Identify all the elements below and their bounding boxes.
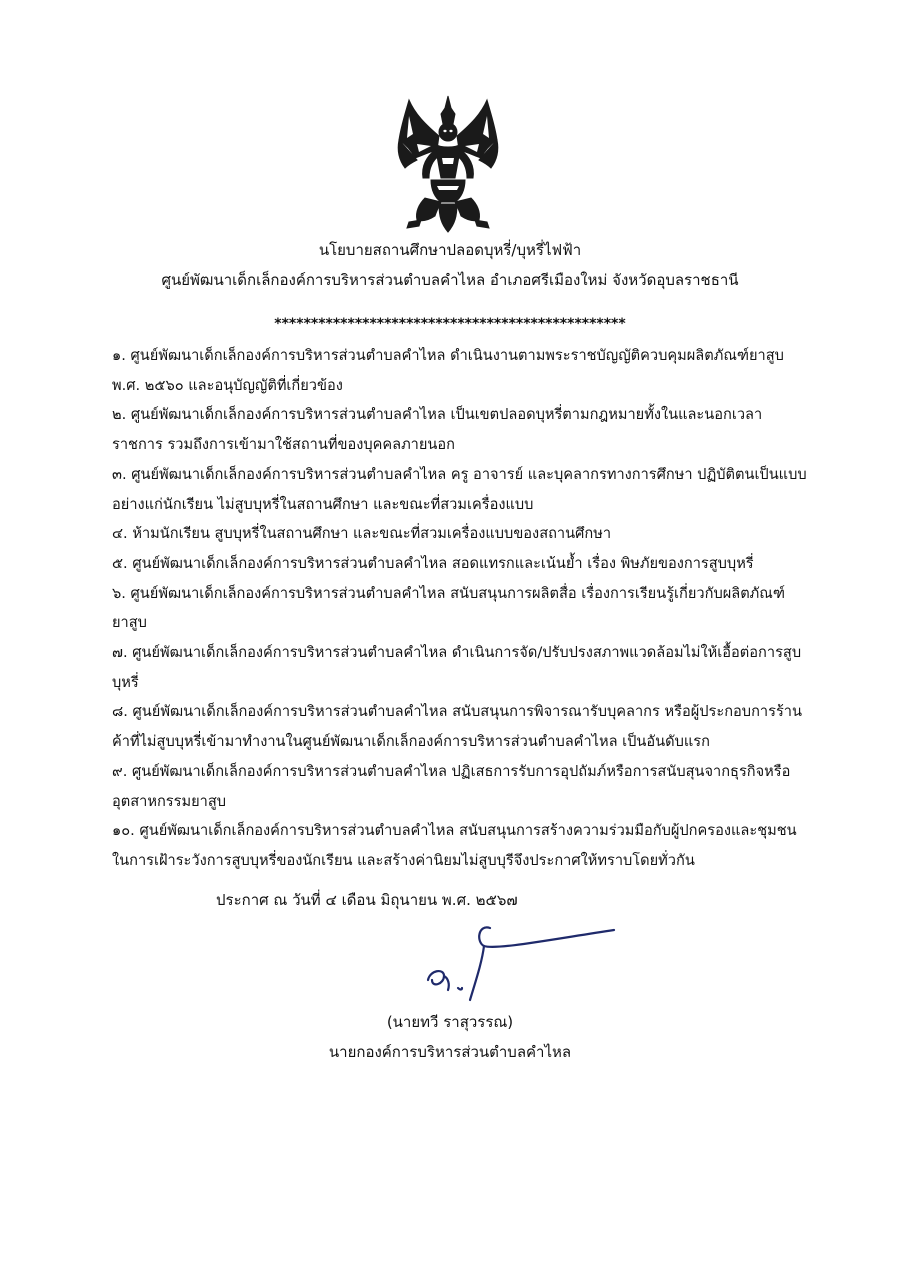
policy-item-4: ๔. ห้ามนักเรียน สูบบุหรี่ในสถานศึกษา และขณะที่สวมเครื่องแบบของสถานศึกษา bbox=[112, 525, 612, 543]
policy-item-7: ๗. ศูนย์พัฒนาเด็กเล็กองค์การบริหารส่วนตำบลคำไหล ดำเนินการจัด/ปรับปรงสภาพแวดล้อมไม่ให้เอื้อต่อการสูบบุหรี่ bbox=[112, 644, 802, 691]
policy-item-1: ๑. ศูนย์พัฒนาเด็กเล็กองค์การบริหารส่วนตำบลคำไหล ดำเนินงานตามพระราชบัญญัติควบคุมผลิตภัณฑ์ยาสูบ พ.ศ. ๒๕๖๐ และอนุบัญญัติที่เกี่ยวข้อง bbox=[112, 347, 784, 394]
policy-item-10: ๑๐. ศูนย์พัฒนาเด็กเล็กองค์การบริหารส่วนตำบลคำไหล สนับสนุนการสร้างความร่วมมือกับผู้ปกครองและชุมชนในการเฝ้าระวังการสูบบุหรี่ของนักเรียน และสร้างค่านิยมไม่สูบบุรีจึงประกาศให้ทราบโดยทั่วกัน bbox=[112, 822, 797, 869]
separator-line: ************************************************ bbox=[274, 316, 626, 332]
garuda-emblem-icon bbox=[395, 94, 501, 234]
policy-item-2: ๒. ศูนย์พัฒนาเด็กเล็กองค์การบริหารส่วนตำบลคำไหล เป็นเขตปลอดบุหรี่ตามกฎหมายทั้งในและนอกเวลาราชการ รวมถึงการเข้ามาใช้สถานที่ของบุคคลภายนอก bbox=[112, 406, 763, 454]
document-title: นโยบายสถานศึกษาปลอดบุหรี่/บุหรี่ไฟฟ้า bbox=[318, 241, 582, 259]
signer-position: นายกองค์การบริหารส่วนตำบลคำไหล bbox=[328, 1043, 572, 1061]
policy-list bbox=[112, 341, 812, 876]
policy-item-5: ๕. ศูนย์พัฒนาเด็กเล็กองค์การบริหารส่วนตำบลคำไหล สอดแทรกและเน้นย้ำ เรื่อง พิษภัยของการสูบบุหรี่ bbox=[112, 554, 754, 572]
policy-item-8: ๘. ศูนย์พัฒนาเด็กเล็กองค์การบริหารส่วนตำบลคำไหล สนับสนุนการพิจารณารับบุคลากร หรือผู้ประกอบการร้านค้าที่ไม่สูบบุหรี่เข้ามาทำงานในศูนย์พัฒนาเด็กเล็กองค์การบริหารส่วนตำบลคำไหล เป็นอันดับแรก bbox=[112, 703, 802, 751]
policy-item-6: ๖. ศูนย์พัฒนาเด็กเล็กองค์การบริหารส่วนตำบลคำไหล สนับสนุนการผลิตสื่อ เรื่องการเรียนรู้เกี่ยวกับผลิตภัณฑ์ยาสูบ bbox=[112, 584, 785, 632]
document-subtitle: ศูนย์พัฒนาเด็กเล็กองค์การบริหารส่วนตำบลคำไหล อำเภอศรีเมืองใหม่ จังหวัดอุบลราชธานี bbox=[161, 271, 739, 289]
signer-name: (นายทวี ราสุวรรณ) bbox=[386, 1013, 514, 1031]
policy-item-3: ๓. ศูนย์พัฒนาเด็กเล็กองค์การบริหารส่วนตำบลคำไหล ครู อาจารย์ และบุคลากรทางการศึกษา ปฏิบัติตนเป็นแบบอย่างแก่นักเรียน ไม่สูบบุหรี่ในสถานศึกษา และขณะที่สวมเครื่องแบบ bbox=[112, 465, 807, 513]
handwritten-signature bbox=[418, 918, 618, 1006]
policy-item-9: ๙. ศูนย์พัฒนาเด็กเล็กองค์การบริหารส่วนตำบลคำไหล ปฏิเสธการรับการอุปถัมภ์หรือการสนับสุนจากธุรกิจหรืออุตสาหกรรมยาสูบ bbox=[112, 762, 791, 810]
announcement-date: ประกาศ ณ วันที่ ๔ เดือน มิถุนายน พ.ศ. ๒๕๖๗ bbox=[216, 891, 518, 909]
